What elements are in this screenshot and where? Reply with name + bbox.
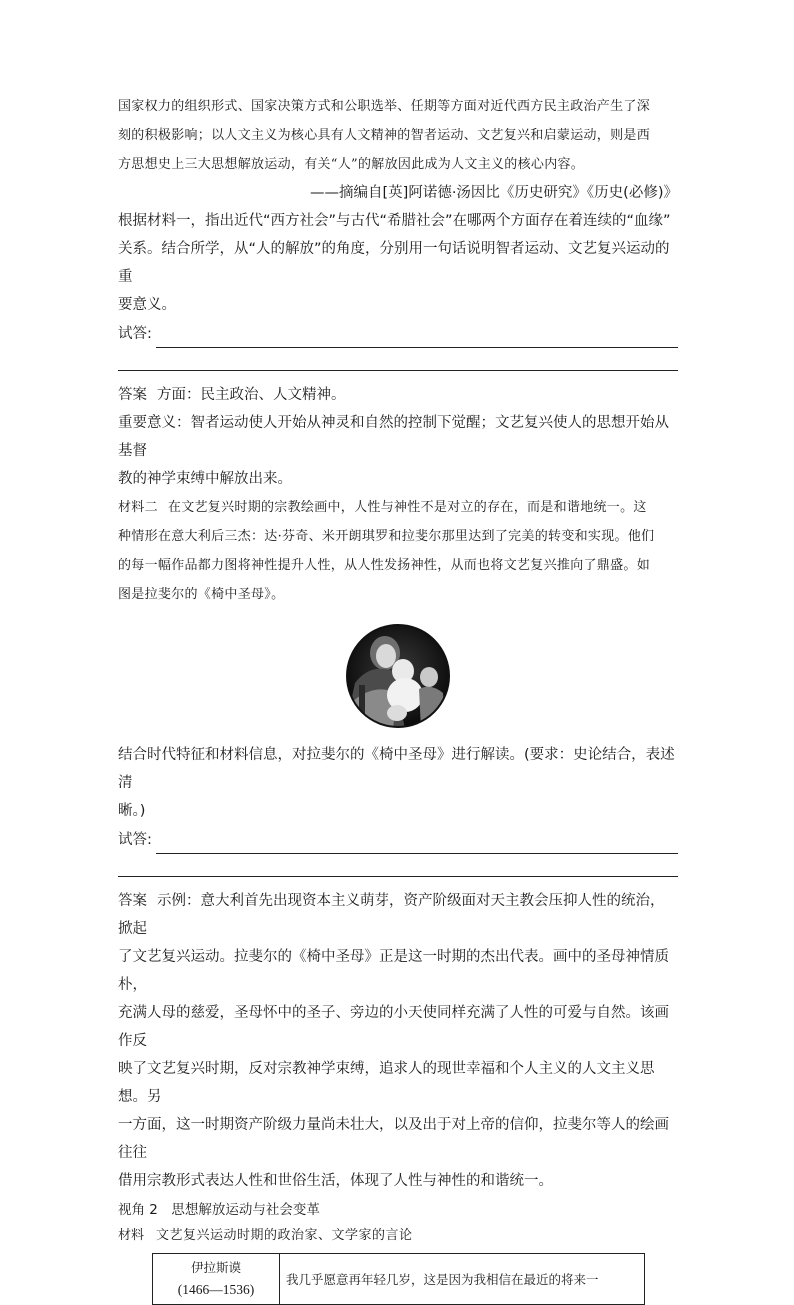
answer-field-label: 试答: — [118, 832, 152, 848]
answer-one-text-1: 方面：民主政治、人文精神。 — [157, 387, 346, 403]
question-two-line-2: 晰。) — [118, 803, 146, 819]
answer-blank-line[interactable] — [118, 348, 678, 371]
person-years: (1466—1536) — [177, 1282, 255, 1297]
answer-field-one[interactable] — [118, 320, 678, 348]
question-one-line-1: 根据材料一，指出近代“西方社会”与古代“希腊社会”在哪两个方面存在着连续的“血缘” — [118, 213, 671, 229]
answer-two-line-3: 充满人母的慈爱，圣母怀中的圣子、旁边的小天使同样充满了人性的可爱与自然。该画作反 — [118, 1005, 669, 1049]
person-cell — [153, 1254, 280, 1305]
question-one-line-2: 关系。结合所学，从“人的解放”的角度，分别用一句话说明智者运动、文艺复兴运动的重 — [118, 241, 670, 285]
madonna-della-seggiola-image — [345, 623, 451, 729]
answer-line[interactable] — [156, 325, 678, 348]
material-two-line-2: 种情形在意大利后三杰：达·芬奇、米开朗琪罗和拉斐尔那里达到了完美的转变和实现。他们 — [118, 529, 655, 544]
material-two-text-1: 在文艺复兴时期的宗教绘画中，人性与神性不是对立的存在，而是和谐地统一。这 — [167, 500, 647, 515]
answer-field-label: 试答: — [118, 326, 152, 342]
material-three-label: 材料 — [118, 1228, 145, 1243]
table-row — [153, 1254, 645, 1305]
document-page — [118, 92, 678, 1305]
answer-two-line-1 — [118, 887, 678, 943]
material-one-line-1: 国家权力的组织形式、国家决策方式和公职选举、任期等方面对近代西方民主政治产生了深 — [118, 99, 651, 114]
answer-line[interactable] — [156, 831, 678, 854]
question-two-line-1: 结合时代特征和材料信息，对拉斐尔的《椅中圣母》进行解读。(要求：史论结合，表述清 — [118, 747, 675, 791]
answer-label: 答案 — [118, 387, 147, 403]
quote-cell: 我几乎愿意再年轻几岁，这是因为我相信在最近的将来一 — [280, 1254, 645, 1305]
answer-blank-line[interactable] — [118, 854, 678, 877]
material-one-line-3: 方思想史上三大思想解放运动，有关“人”的解放因此成为人文主义的核心内容。 — [118, 157, 585, 172]
section-heading: 视角 2 思想解放运动与社会变革 — [118, 1202, 320, 1218]
answer-label: 答案 — [118, 893, 147, 909]
question-one-line-3: 要意义。 — [118, 297, 176, 313]
material-two-label: 材料二 — [118, 500, 158, 515]
quotes-table — [152, 1253, 645, 1305]
material-three-title: 文艺复兴运动时期的政治家、文学家的言论 — [156, 1228, 413, 1243]
answer-one-line-1 — [118, 381, 678, 409]
answer-one-line-2: 重要意义：智者运动使人开始从神灵和自然的控制下觉醒；文艺复兴使人的思想开始从基督 — [118, 415, 669, 459]
material-one-line-2: 刻的积极影响；以人文主义为核心具有人文精神的智者运动、文艺复兴和启蒙运动，则是西 — [118, 128, 651, 143]
answer-two-line-6: 借用宗教形式表达人性和世俗生活，体现了人性与神性的和谐统一。 — [118, 1173, 553, 1189]
answer-field-two[interactable] — [118, 826, 678, 854]
material-two-line-1 — [118, 493, 678, 522]
material-three-heading — [118, 1223, 678, 1249]
answer-one-line-3: 教的神学束缚中解放出来。 — [118, 471, 292, 487]
person-name: 伊拉斯谟 — [190, 1260, 241, 1275]
material-one-source: ——摘编自[英]阿诺德·汤因比《历史研究》《历史(必修)》 — [310, 185, 678, 201]
answer-two-line-5: 一方面，这一时期资产阶级力量尚未壮大，以及出于对上帝的信仰，拉斐尔等人的绘画往往 — [118, 1117, 669, 1161]
material-two-line-4: 图是拉斐尔的《椅中圣母》。 — [118, 587, 285, 602]
answer-two-line-2: 了文艺复兴运动。拉斐尔的《椅中圣母》正是这一时期的杰出代表。画中的圣母神情质朴， — [118, 949, 669, 993]
answer-two-text-1: 示例：意大利首先出现资本主义萌芽，资产阶级面对天主教会压抑人性的统治，掀起 — [118, 893, 665, 937]
painting-figure — [118, 623, 678, 729]
material-two-line-3: 的每一幅作品都力图将神性提升人性，从人性发扬神性，从而也将文艺复兴推向了鼎盛。如 — [118, 558, 651, 573]
answer-two-line-4: 映了文艺复兴时期，反对宗教神学束缚，追求人的现世幸福和个人主义的人文主义思想。另 — [118, 1061, 655, 1105]
